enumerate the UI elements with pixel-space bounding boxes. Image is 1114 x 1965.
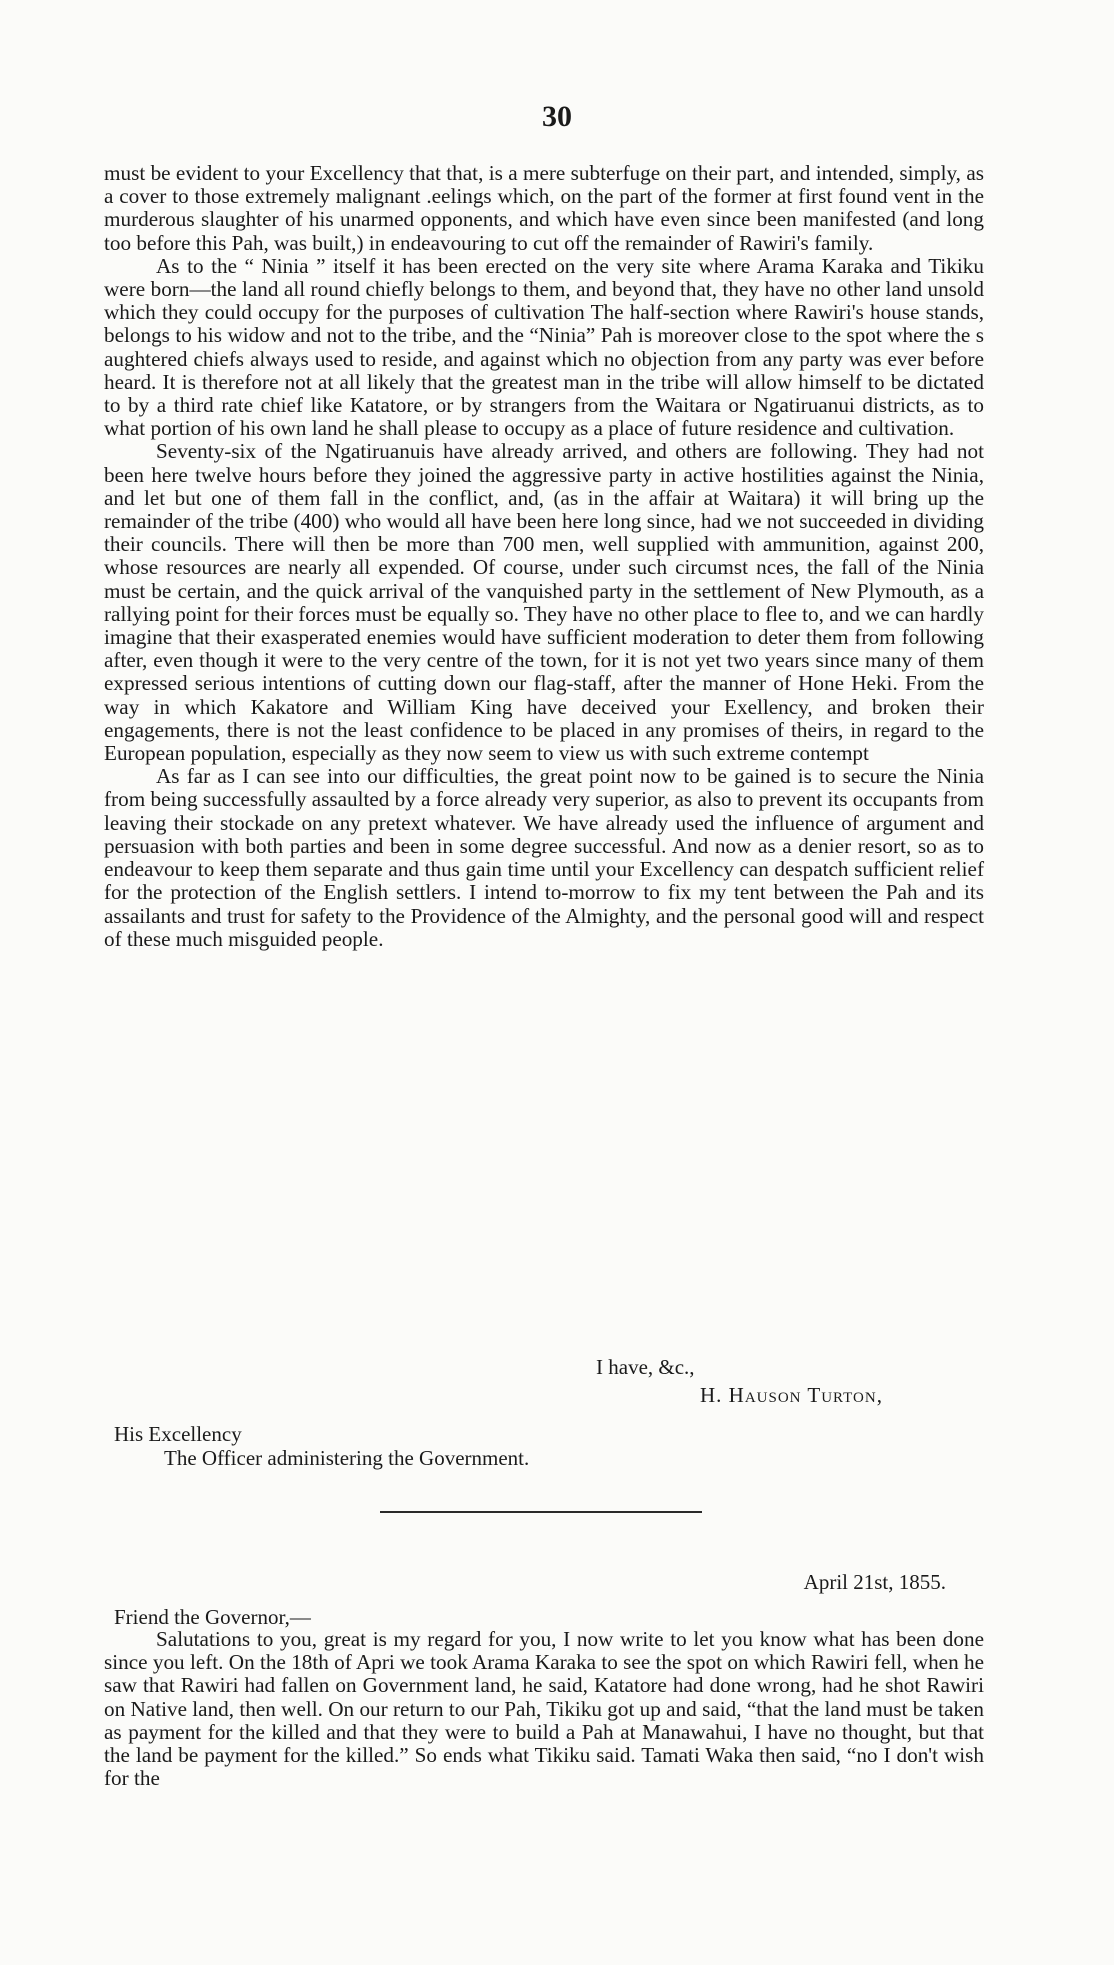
paragraph: As far as I can see into our difficulties, the great point now to be gained is to secure the Ninia from being successfully assaulted by a force already very superior, as also to prevent its occupants from leaving their stockade on any pretext whatever. We have already used the influence of argument and persuasion with both parties and been in some degree successful. And now as a denier resort, so as to endeavour to keep them separate and thus gain time until your Excellency can despatch sufficient relief for the protection of the English settlers. I intend to-morrow to fix my tent between the Pah and its assailants and trust for safety to the Providence of the Almighty, and the personal good will and respect of these much misguided people. (104, 764, 984, 951)
letter-closing: I have, &c., (596, 1355, 695, 1379)
paragraph: As to the “ Ninia ” itself it has been erected on the very site where Arama Karaka and Tikiku were born—the land all round chiefly belongs to them, and beyond that, they have no other land unsold which they could occupy for the purposes of cultivation The half-section where Rawiri's house stands, belongs to his widow and not to the tribe, and the “Ninia” Pah is moreover close to the spot where the s aughtered chiefs always used to reside, and against which no objection from any party was ever before heard. It is therefore not at all likely that the greatest man in the tribe will allow himself to be dictated to by a third rate chief like Katatore, or by strangers from the Waitara or Ngatiruanui districts, as to what portion of his own land he shall please to occupy as a place of future residence and cultivation. (104, 253, 984, 441)
paragraph: Salutations to you, great is my regard for you, I now write to let you know what has been done since you left. On the 18th of Apri we took Arama Karaka to see the spot on which Rawiri fell, when he saw that Rawiri had fallen on Government land, he said, Katatore had done wrong, had he shot Rawiri on Native land, then well. On our return to our Pah, Tikiku got up and said, “that the land must be taken as payment for the killed and that they were to build a Pah at Manawahui, I have no thought, but that the land be payment for the killed.” So ends what Tikiku said. Tamati Waka then said, “no I don't wish for the (104, 1627, 984, 1791)
letter-body (104, 1628, 984, 1790)
paragraph: Seventy-six of the Ngatiruanuis have already arrived, and others are following. They had not been here twelve hours before they joined the aggressive party in active hostilities against the Ninia, and let but one of them fall in the conflict, and, (as in the affair at Waitara) it will bring up the remainder of the tribe (400) who would all have been here long since, had we not succeeded in dividing their councils. There will then be more than 700 men, well supplied with ammunition, against 200, whose resources are nearly all expended. Of course, under such circumst nces, the fall of the Ninia must be certain, and the quick arrival of the vanquished party in the settlement of New Plymouth, as a rallying point for their forces must be equally so. They have no other place to flee to, and we can hardly imagine that their exasperated enemies would have sufficient moderation to deter them from following after, even though it were to the very centre of the town, for it is not yet two years since many of them expressed serious intentions of cutting down our flag-staff, after the manner of Hone Heki. From the way in which Kakatore and William King have deceived your Exellency, and broken their engagements, there is not the least confidence to be placed in any promises of theirs, in regard to the European population, especially as they now seem to view us with such extreme contempt (104, 439, 984, 766)
signature: H. Hauson Turton, (700, 1383, 883, 1407)
addressee-block (114, 1422, 529, 1470)
section-divider (380, 1511, 702, 1513)
addressee: His Excellency (114, 1422, 242, 1446)
letter-body (104, 162, 984, 951)
page-number: 30 (542, 100, 572, 133)
salutation: Friend the Governor,— (114, 1605, 311, 1629)
paragraph: must be evident to your Excellency that that, is a mere subterfuge on their part, and intended, simply, as a cover to those extremely malignant .eelings which, on the part of the former at first found vent in the murderous slaughter of his unarmed opponents, and which have even since been manifested (and long too before this Pah, was built,) in endeavouring to cut off the remainder of Rawiri's family. (104, 161, 984, 255)
addressee-role: The Officer administering the Government. (164, 1446, 530, 1470)
letter-date: April 21st, 1855. (803, 1570, 946, 1594)
